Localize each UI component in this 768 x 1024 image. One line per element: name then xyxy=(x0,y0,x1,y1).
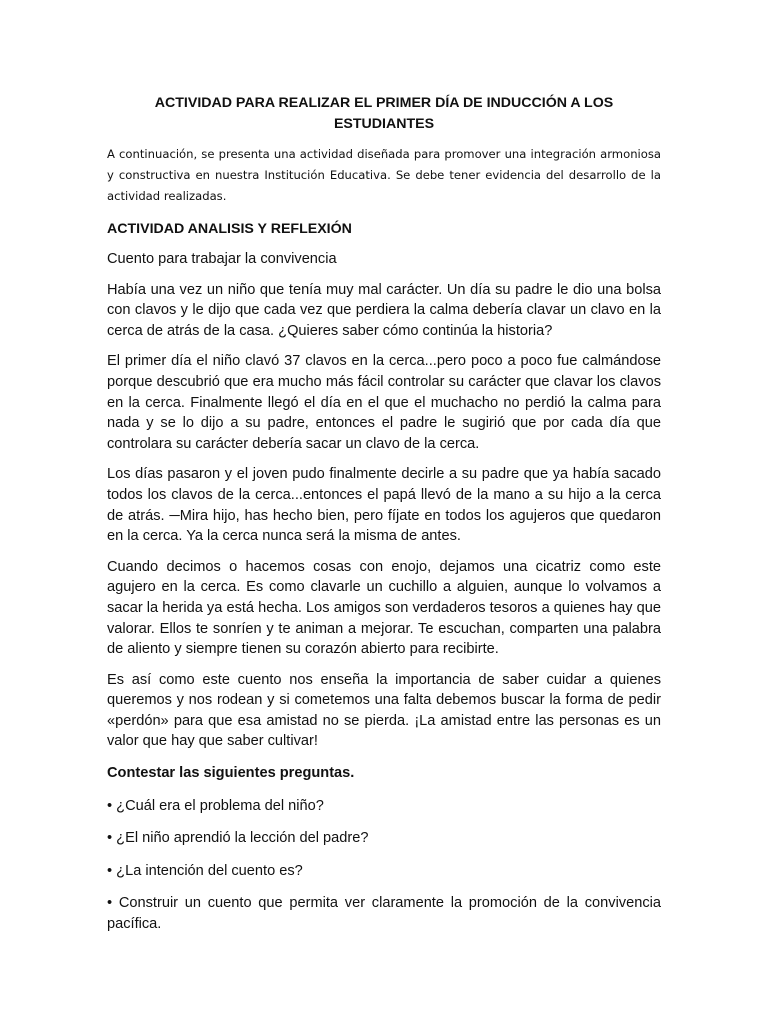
question-text: ¿El niño aprendió la lección del padre? xyxy=(116,830,369,847)
story-paragraph-2: El primer día el niño clavó 37 clavos en la cerca...pero poco a poco fue calmándose porque descubrió que era mucho más fácil controlar su carácter que clavar los clavos en la cerca. Finalmente llegó el día en el que el muchacho no perdió la calma para nada y se lo dijo a su padre, entonces el padre le sugirió que por cada día que controlara su carácter debería sacar un clavo de la cerca. xyxy=(107,353,661,452)
question-text: Construir un cuento que permita ver claramente la promoción de la convivencia pacífica. xyxy=(107,895,661,933)
bullet-icon: • xyxy=(107,862,113,879)
bullet-icon: • xyxy=(107,797,113,814)
questions-list xyxy=(107,796,661,935)
list-item xyxy=(107,861,661,882)
story-paragraph-1: Había una vez un niño que tenía muy mal carácter. Un día su padre le dio una bolsa con clavos y le dijo que cada vez que perdiera la calma debería clavar un clavo en la cerca de atrás de la casa. ¿Quieres saber cómo continúa la historia? xyxy=(107,281,661,339)
story-paragraph-4: Cuando decimos o hacemos cosas con enojo, dejamos una cicatriz como este agujero en la cerca. Es como clavarle un cuchillo a alguien, aunque lo volvamos a sacar la herida ya está hecha. Los amigos son verdaderos tesoros a quienes hay que valorar. Ellos te sonríen y te animan a mejorar. Te escuchan, comparten una palabra de aliento y siempre tienen su corazón abierto para recibirte. xyxy=(107,558,661,658)
list-item xyxy=(107,796,661,817)
bullet-icon: • xyxy=(107,830,113,847)
story-paragraph-3: Los días pasaron y el joven pudo finalmente decirle a su padre que ya había sacado todos los clavos de la cerca...entonces el papá llevó de la mano a su hijo a la cerca de atrás. ─Mira hijo, has hecho bien, pero fíjate en todos los agujeros que quedaron en la cerca. Ya la cerca nunca será la misma de antes. xyxy=(107,466,661,545)
intro-paragraph: A continuación, se presenta una actividad diseñada para promover una integración armoniosa y constructiva en nuestra Institución Educativa. Se debe tener evidencia del desarrollo de la actividad realizadas. xyxy=(107,147,661,203)
document-title: ACTIVIDAD PARA REALIZAR EL PRIMER DÍA DE INDUCCIÓN A LOS ESTUDIANTES xyxy=(154,95,614,132)
questions-heading: Contestar las siguientes preguntas. xyxy=(107,765,355,782)
list-item xyxy=(107,828,661,849)
document-body xyxy=(107,93,661,935)
section-heading: ACTIVIDAD ANALISIS Y REFLEXIÓN xyxy=(107,221,352,237)
bullet-icon: • xyxy=(107,895,113,912)
story-paragraph-5: Es así como este cuento nos enseña la importancia de saber cuidar a quienes queremos y nos rodean y si cometemos una falta debemos buscar la forma de pedir «perdón» para que esa amistad no se pierda. ¡La amistad entre las personas es un valor que hay que saber cultivar! xyxy=(107,671,661,750)
story-subtitle: Cuento para trabajar la convivencia xyxy=(107,251,337,267)
list-item xyxy=(107,893,661,934)
question-text: ¿La intención del cuento es? xyxy=(116,862,303,879)
question-text: ¿Cuál era el problema del niño? xyxy=(116,797,324,814)
